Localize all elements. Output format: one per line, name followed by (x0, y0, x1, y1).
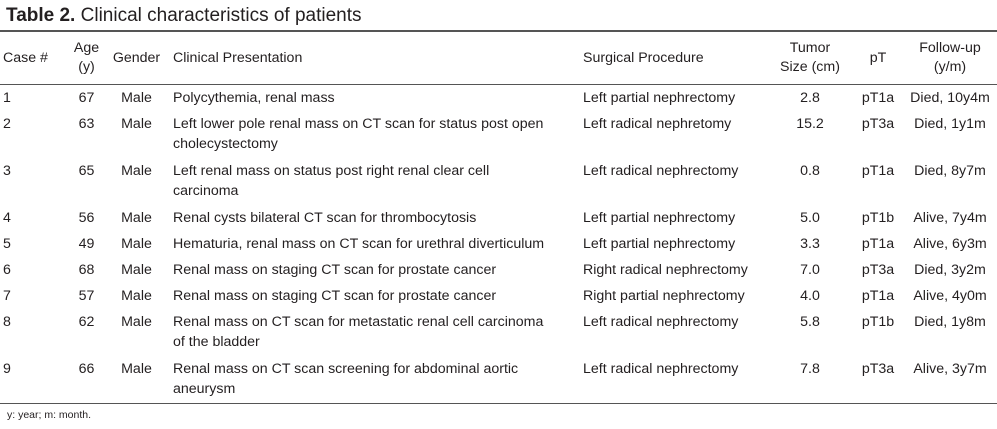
cell-age: 68 (78, 261, 95, 278)
presentation-line1: Renal mass on staging CT scan for prostate cancer (173, 287, 497, 304)
cell-age: 65 (78, 162, 95, 179)
cell-gender: Male (103, 356, 170, 404)
header-size-line2: Size (cm) (780, 59, 840, 76)
header-pt: pT (853, 33, 903, 84)
cell-case: 9 (0, 356, 70, 404)
cell-age: 57 (78, 287, 95, 304)
table-row (0, 231, 997, 257)
table-row (0, 257, 997, 283)
cell-pt: pT1a (861, 162, 895, 179)
cell-pt: pT3a (853, 356, 903, 404)
table-row (0, 84, 997, 111)
cell-age: 49 (78, 235, 95, 252)
header-followup (903, 33, 997, 84)
header-followup-line1: Follow-up (919, 40, 981, 57)
cell-gender: Male (121, 162, 152, 179)
presentation-line1: Renal mass on staging CT scan for prostate cancer (173, 261, 497, 278)
cell-age: 67 (78, 89, 95, 106)
cell-size: 5.8 (800, 313, 820, 330)
presentation-line2: aneurysm (173, 380, 236, 397)
cell-age: 66 (70, 356, 103, 404)
cell-age: 56 (78, 209, 95, 226)
cell-presentation (170, 356, 580, 404)
cell-size: 3.3 (800, 235, 820, 252)
cell-size: 4.0 (800, 287, 820, 304)
header-case: Case # (0, 33, 70, 84)
header-followup-line2: (y/m) (933, 59, 967, 76)
cell-procedure: Left radical nephrectomy (583, 162, 739, 179)
cell-procedure: Right partial nephrectomy (583, 287, 745, 304)
cell-followup: Died, 1y8m (914, 313, 986, 330)
header-gender: Gender (103, 33, 170, 84)
presentation-line1: Left lower pole renal mass on CT scan for status post open (173, 115, 544, 132)
cell-size: 0.8 (800, 162, 820, 179)
cell-pt: pT1a (861, 89, 895, 106)
header-age (70, 33, 103, 84)
cell-gender: Male (121, 313, 152, 330)
cell-pt: pT1b (861, 209, 895, 226)
cell-procedure: Left partial nephrectomy (583, 89, 736, 106)
cell-procedure: Right radical nephrectomy (583, 261, 748, 278)
cell-gender: Male (121, 287, 152, 304)
cell-followup: Died, 10y4m (910, 89, 990, 106)
cell-case: 1 (3, 89, 11, 106)
cell-gender: Male (121, 261, 152, 278)
cell-pt: pT1a (861, 287, 895, 304)
cell-presentation (170, 309, 580, 356)
cell-procedure: Left radical nephrectomy (580, 356, 767, 404)
presentation-line2: of the bladder (173, 333, 260, 350)
cell-presentation (170, 205, 580, 231)
presentation-line2: carcinoma (173, 182, 239, 199)
cell-case: 4 (3, 209, 11, 226)
cell-presentation (170, 84, 580, 111)
cell-case: 8 (3, 313, 11, 330)
header-age-line1: Age (73, 40, 100, 57)
header-size (767, 33, 853, 84)
cell-presentation (170, 257, 580, 283)
cell-followup: Alive, 3y7m (903, 356, 997, 404)
cell-gender: Male (121, 235, 152, 252)
table-title (6, 5, 362, 27)
table-row (0, 205, 997, 231)
cell-gender: Male (121, 115, 152, 132)
table-footnote: y: year; m: month. (7, 409, 92, 421)
cell-size: 7.0 (800, 261, 820, 278)
header-size-line1: Tumor (789, 40, 831, 57)
cell-size: 7.8 (767, 356, 853, 404)
cell-case: 6 (3, 261, 11, 278)
cell-gender: Male (121, 89, 152, 106)
cell-procedure: Left radical nephrectomy (583, 313, 739, 330)
presentation-line2: cholecystectomy (173, 135, 278, 152)
cell-presentation (170, 231, 580, 257)
cell-presentation (170, 111, 580, 158)
cell-pt: pT1b (861, 313, 895, 330)
header-procedure: Surgical Procedure (580, 33, 767, 84)
cell-followup: Died, 8y7m (914, 162, 986, 179)
cell-followup: Died, 1y1m (914, 115, 986, 132)
top-rule (0, 30, 997, 32)
cell-pt: pT3a (861, 261, 895, 278)
cell-presentation (170, 283, 580, 309)
presentation-line1: Renal cysts bilateral CT scan for thrombocytosis (173, 209, 477, 226)
presentation-line1: Left renal mass on status post right renal clear cell (173, 162, 490, 179)
cell-case: 3 (3, 162, 11, 179)
cell-size: 15.2 (796, 115, 824, 132)
cell-followup: Alive, 6y3m (913, 235, 987, 252)
header-presentation: Clinical Presentation (170, 33, 580, 84)
cell-procedure: Left partial nephrectomy (583, 209, 736, 226)
presentation-line1: Polycythemia, renal mass (173, 89, 335, 106)
cell-procedure: Left radical nephretomy (583, 115, 732, 132)
header-age-line2: (y) (78, 59, 95, 76)
cell-followup: Died, 3y2m (914, 261, 986, 278)
header-row (0, 33, 997, 84)
table-row (0, 309, 997, 356)
cell-case: 7 (3, 287, 11, 304)
cell-size: 2.8 (800, 89, 820, 106)
cell-age: 63 (78, 115, 95, 132)
cell-case: 2 (3, 115, 11, 132)
cell-age: 62 (78, 313, 95, 330)
cell-presentation (170, 158, 580, 205)
table-row (0, 158, 997, 205)
cell-case: 5 (3, 235, 11, 252)
cell-pt: pT3a (861, 115, 895, 132)
clinical-characteristics-table (0, 33, 997, 404)
cell-pt: pT1a (861, 235, 895, 252)
presentation-line1: Hematuria, renal mass on CT scan for urethral diverticulum (173, 235, 545, 252)
table-row (0, 356, 997, 404)
cell-size: 5.0 (800, 209, 820, 226)
cell-gender: Male (121, 209, 152, 226)
table-row (0, 283, 997, 309)
table-title-text: Clinical characteristics of patients (80, 5, 362, 26)
cell-followup: Alive, 4y0m (913, 287, 987, 304)
table-row (0, 111, 997, 158)
presentation-line1: Renal mass on CT scan for metastatic renal cell carcinoma (173, 313, 544, 330)
cell-procedure: Left partial nephrectomy (583, 235, 736, 252)
presentation-line1: Renal mass on CT scan screening for abdominal aortic (173, 360, 519, 377)
table-title-label: Table 2. (6, 5, 76, 26)
cell-followup: Alive, 7y4m (913, 209, 987, 226)
